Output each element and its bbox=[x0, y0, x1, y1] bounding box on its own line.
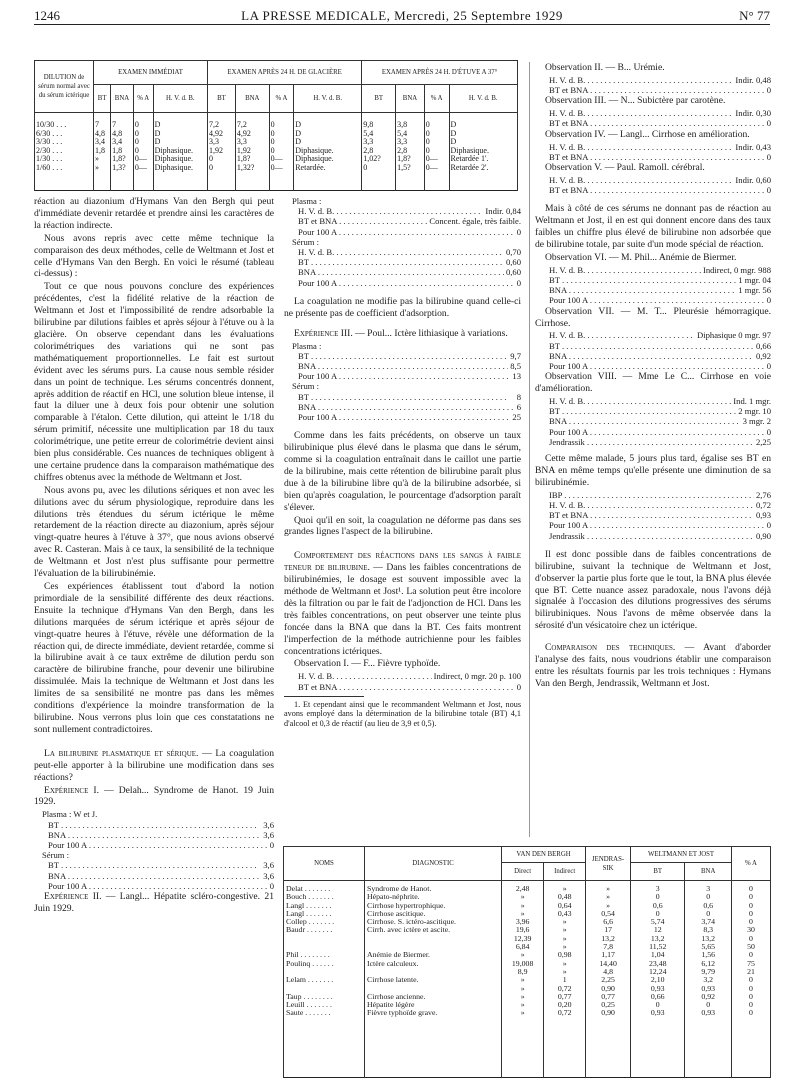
journal-title: LA PRESSE MEDICALE, Mercredi, 25 Septembre 1929 bbox=[241, 8, 563, 23]
row-value: 0 bbox=[766, 118, 771, 129]
list-row bbox=[549, 330, 771, 340]
row-key: H. V. d. B. . . . bbox=[549, 396, 731, 406]
list-row bbox=[549, 152, 771, 162]
row-key: BT . . . bbox=[549, 406, 736, 416]
list-row bbox=[298, 267, 521, 277]
row-value: 0 bbox=[516, 277, 521, 288]
list-row bbox=[298, 216, 521, 226]
list-row bbox=[298, 247, 521, 257]
cell-column: 9,8 5,4 3,3 2,8 1,02? 0 bbox=[362, 113, 396, 191]
row-value: 0 bbox=[269, 880, 274, 891]
experiment-label: Expérience II. bbox=[44, 890, 102, 902]
column-middle bbox=[284, 196, 521, 841]
column-left bbox=[34, 196, 274, 1076]
column-divider bbox=[529, 62, 530, 837]
row-key: H. V. d. B. . . . bbox=[298, 247, 504, 257]
row-key: Pour 100 A . . . bbox=[549, 361, 765, 371]
th-hvdb: H. V. d. B. bbox=[153, 85, 207, 113]
row-key: Pour 100 A . . . bbox=[549, 427, 765, 437]
row-value: 13 bbox=[512, 371, 521, 382]
row-value: Concent. égale, très faible. bbox=[429, 216, 521, 227]
experiment-heading bbox=[284, 328, 521, 340]
th-bt: BT bbox=[362, 85, 396, 113]
row-value: 3,6 bbox=[263, 829, 274, 840]
row-value: 25 bbox=[512, 411, 521, 422]
row-value: 0,72 bbox=[755, 499, 771, 510]
list-row bbox=[298, 227, 521, 237]
list-row bbox=[549, 142, 771, 152]
section-heading bbox=[34, 748, 274, 784]
list-row bbox=[549, 406, 771, 416]
observation-heading: Observation VII. — M. T... Pleurésie hémorragique. Cirrhose. bbox=[535, 305, 771, 329]
section-heading bbox=[284, 550, 521, 657]
list-row bbox=[549, 396, 771, 406]
th-glaciere: EXAMEN APRÈS 24 H. DE GLACIÈRE bbox=[208, 61, 362, 85]
row-key: H. V. d. B. . . . bbox=[298, 206, 483, 216]
row-key: BNA . . . bbox=[298, 267, 504, 277]
row-value: 0 bbox=[766, 151, 771, 162]
list-row bbox=[298, 257, 521, 267]
jendrassik-column: » » » 0,54 6,6 17 13,2 7,8 1,17 14,40 4,8 2,25 0,90 0,77 0,25 0,90 bbox=[586, 881, 631, 1078]
paragraph: Cette même malade, 5 jours plus tard, égalise ses BT en BNA en même temps qu'elle présente une diminution de sa bilirubinémie. bbox=[535, 453, 771, 488]
row-key: Pour 100 A . . . bbox=[298, 278, 515, 288]
list-row bbox=[549, 75, 771, 85]
list-row bbox=[549, 520, 771, 530]
list-subtitle: Plasma : bbox=[292, 340, 322, 351]
cell-column: 0 0 0 0 0— 0— bbox=[424, 113, 449, 191]
row-value: 0,92 bbox=[755, 350, 771, 361]
th-bna: BNA bbox=[685, 863, 732, 881]
list-row bbox=[298, 206, 521, 216]
section-heading bbox=[535, 642, 771, 690]
row-key: IBP . . . bbox=[549, 490, 754, 500]
dilution-values: 10/30 . . . 6/30 . . . 3/30 . . . 2/30 . . . 1/30 . . . 1/60 . . . bbox=[35, 113, 94, 191]
th-pa: % A bbox=[424, 85, 449, 113]
list-row bbox=[549, 351, 771, 361]
dilution-table bbox=[34, 60, 518, 191]
data-list bbox=[549, 265, 771, 306]
paragraph: La coagulation ne modifie pas la bilirubine quand celle-ci ne présente pas de coefficient d'adsorption. bbox=[284, 295, 521, 319]
paragraph: Nous avons repris avec cette même technique la comparaison des deux méthodes, celle de Weltmann et Jost et celle d'Hymans Van den Bergh. En voici le résumé (tableau ci-dessus) : bbox=[34, 232, 274, 280]
list-row bbox=[549, 490, 771, 500]
th-noms: NOMS bbox=[284, 847, 365, 881]
row-key: Pour 100 A . . . bbox=[48, 840, 268, 850]
experiment-text: — Delah... Syndrome de Hanot. 19 Juin 1929. bbox=[34, 784, 274, 808]
row-key: BT et BNA . . . bbox=[549, 185, 765, 195]
row-key: BT et BNA . . . bbox=[549, 85, 765, 95]
th-bna: BNA bbox=[235, 85, 269, 113]
experiment-label: Expérience III. bbox=[294, 327, 353, 339]
paragraph: Comme dans les faits précédents, on observe un taux bilirubinique plus élevé dans le plasma que dans le sérum, comme si la coagulation entraînait dans le caillot une partie de la bilirubine, mais cette rétention de bilirubine paraît plus due à de la bilirubine libre qu'à de la bilirubine adsorbée, si bien qu'après coagulation, le pourcentage d'adsorption paraît s'élever. bbox=[284, 430, 521, 513]
row-key: BT . . . bbox=[549, 275, 736, 285]
footnote: 1. Et cependant ainsi que le recommandent Weltmann et Jost, nous avons employé dans la détermination de la bilirubine totale (BT) 4,1 d'alcool et 0,3 de réactif (au lieu de 3,9 et 0,5). bbox=[284, 699, 521, 728]
row-value: Ind. 1 mgr. bbox=[733, 396, 771, 407]
row-value: 9,7 bbox=[510, 350, 521, 361]
observation-heading: Observation V. — Paul. Ramoll. cérébral. bbox=[545, 161, 705, 173]
observation-heading: Observation I. — F... Fièvre typhoïde. bbox=[294, 658, 441, 670]
paragraph: Tout ce que nous pouvons conclure des expériences précédentes, c'est la fidélité relative de la réaction de Weltmann et Jost et l'impossibilité de rendre adsorbable la bilirubine par dilutions faibles et après séjour à l'étuve ou à la glacière. On observe cependant dans les évaluations colorimétriques des variations qui ne sont pas mathématiquement proportionnelles. Le fait est surtout évident avec les sérums purs. La cause nous semble résider dans un point de technique. Les sérums concentrés donnent, après addition de réactif en HCl, une solution bleue intense, il faut la diluer une à deux fois pour obtenir une solution comparable à l'étalon. Cette dilution, qui atteint le 1/18 du sérum primitif, nécessite une multiplication par 18 du taux colorimétrique, une petite erreur de colorimétrie devient ainsi bien plus considérable. Ces nuances de techniques obligent à une certaine prudence dans la comparaison mathématique des chiffres obtenus avec la méthode de Weltmann et Jost. bbox=[34, 281, 274, 483]
row-key: Jendrassik . . . bbox=[549, 437, 754, 447]
footnote-rule bbox=[284, 696, 364, 697]
data-list bbox=[549, 142, 771, 162]
data-list bbox=[549, 330, 771, 371]
observation-heading: Observation II. — B... Urémie. bbox=[545, 62, 665, 73]
list-row bbox=[549, 118, 771, 128]
row-key: BNA . . . bbox=[549, 285, 736, 295]
row-value: 8,5 bbox=[510, 360, 521, 371]
th-vdb: VAN DEN BERGH bbox=[502, 847, 586, 863]
pa-column: 0 0 0 0 0 30 0 50 0 75 21 0 0 0 0 0 bbox=[732, 881, 771, 1078]
list-row bbox=[549, 185, 771, 195]
th-etuve: EXAMEN APRÈS 24 H. D'ÉTUVE A 37° bbox=[362, 61, 518, 85]
list-row bbox=[48, 871, 274, 881]
th-hvdb: H. V. d. B. bbox=[449, 85, 517, 113]
list-subtitle: Sérum : bbox=[292, 236, 319, 247]
cell-column: D D D Diphasique. Diphasique. Diphasique. bbox=[153, 113, 207, 191]
row-value: 0 bbox=[766, 85, 771, 96]
data-list bbox=[292, 340, 521, 423]
row-value: Indir. 0,84 bbox=[485, 206, 521, 217]
row-key: Pour 100 A . . . bbox=[298, 371, 510, 381]
row-value: 0 bbox=[269, 839, 274, 850]
list-row bbox=[549, 295, 771, 305]
row-key: BT . . . bbox=[48, 820, 261, 830]
section-title: Comportement des réactions dans les sangs à faible teneur de bilirubine. bbox=[284, 550, 521, 574]
list-row bbox=[549, 361, 771, 371]
th-jendrassik: JENDRAS-SIK bbox=[586, 847, 631, 881]
cell-column: D D D Diphasique. Retardée 1'. Retardée 2'. bbox=[449, 113, 517, 191]
data-list bbox=[549, 396, 771, 447]
data-list bbox=[549, 108, 771, 128]
row-value: 1 mgr. 04 bbox=[738, 274, 771, 285]
list-row bbox=[549, 265, 771, 275]
section-text: — Dans les faibles concentrations de bilirubinémies, le dosage est souvent impossible avec la méthode de Weltmann et Jost¹. La solution peut être incolore dès la filtration ou par le fait de l'adjonction de HCl. Dans les très faibles concentrations, on peut observer une teinte plus foncée dans la BNA que dans la BT. Ces faits montrent l'imperfection de la méthode autrichienne pour les faibles concentrations ictériques. bbox=[284, 562, 521, 657]
list-row bbox=[48, 830, 274, 840]
data-list bbox=[549, 75, 771, 95]
row-key: BT . . . bbox=[298, 392, 515, 402]
cell-column: 0 0 0 0 0— 0— bbox=[269, 113, 294, 191]
section-text: — La coagulation peut-elle apporter à la bilirubine une modification dans ses réactions? bbox=[34, 747, 274, 783]
data-list bbox=[42, 809, 274, 891]
list-row bbox=[549, 416, 771, 426]
row-key: H. V. d. B. . . . bbox=[549, 142, 733, 152]
row-key: Pour 100 A . . . bbox=[298, 412, 510, 422]
row-key: BT . . . bbox=[48, 860, 261, 870]
row-value: 0,66 bbox=[755, 340, 771, 351]
section-text: — Avant d'aborder l'analyse des faits, nous voudrions établir une comparaison entre les résultats fournis par les trois techniques : Hymans Van den Bergh, Jendrassik, Weltmann et Jost. bbox=[535, 642, 771, 689]
cell-column: 3,8 5,4 3,3 2,8 1,8? 1,5? bbox=[396, 113, 425, 191]
paragraph: Ces expériences établissent tout d'abord la notion primordiale de la sensibilité différente des deux réactions. Ensuite la technique d'Hymans Van den Bergh, dans les dilutions marquées de sérum ictérique et après séjour de vingt-quatre heures à l'étuve, révèle une déformation de la réaction qui, de directe immédiate, devient retardée, comme si la bilirubine avait à ce taux extrême de dilution perdu son caractère de bilirubine franche, pour devenir une bilirubine dissimulée. Mais la technique de Weltmann et Jost dans les limites de sa sensibilité ne montre pas dans les mêmes conditions d'expérience la moindre transformation de la bilirubine. Nous verrons plus loin que ces constatations ne sont nullement contradictoires. bbox=[34, 581, 274, 735]
list-row bbox=[298, 361, 521, 371]
list-row bbox=[298, 412, 521, 422]
paragraph: réaction au diazonium d'Hymans Van den Bergh qui peut d'immédiate devenir retardée et prendre ainsi les caractères de la réaction indirecte. bbox=[34, 196, 274, 231]
row-key: BNA . . . bbox=[48, 871, 261, 881]
row-key: H. V. d. B. . . . bbox=[549, 330, 695, 340]
row-value: 0,93 bbox=[755, 510, 771, 521]
row-value: 0,60 bbox=[505, 257, 521, 268]
th-bna: BNA bbox=[111, 85, 134, 113]
list-row bbox=[48, 881, 274, 891]
list-row bbox=[298, 402, 521, 412]
row-value: 0 bbox=[516, 681, 521, 692]
cell-column: 7,2 4,92 3,3 1,92 1,8? 1,32? bbox=[235, 113, 269, 191]
experiment-text: — Poul... Ictère lithiasique à variations. bbox=[352, 327, 508, 339]
row-key: H. V. d. B. . . . bbox=[549, 265, 701, 275]
observation-heading: Observation III. — N... Subictère par carotène. bbox=[545, 95, 726, 107]
data-list bbox=[549, 490, 771, 541]
observation-heading: Observation VIII. — Mme Le C... Cirrhose en voie d'amélioration. bbox=[535, 371, 771, 395]
row-value: Indirect, 0 mgr. 20 p. 100 bbox=[433, 671, 521, 682]
th-bt: BT bbox=[631, 863, 685, 881]
row-key: BT . . . bbox=[549, 341, 754, 351]
row-value: 3 mgr. 2 bbox=[742, 416, 771, 427]
observation-heading: Observation VI. — M. Phil... Anémie de Biermer. bbox=[545, 251, 737, 263]
row-key: BNA . . . bbox=[298, 402, 515, 412]
row-key: Pour 100 A . . . bbox=[549, 520, 765, 530]
row-value: 0 bbox=[766, 361, 771, 372]
row-key: H. V. d. B. . . . bbox=[549, 500, 754, 510]
row-value: 0 bbox=[766, 295, 771, 306]
experiment-text: — Langl... Hépatite scléro-congestive. 21 Juin 1929. bbox=[34, 890, 274, 914]
row-value: 3,6 bbox=[263, 819, 274, 830]
row-value: 0 bbox=[766, 520, 771, 531]
list-row bbox=[48, 860, 274, 870]
experiment-heading bbox=[34, 785, 274, 809]
row-key: BT et BNA . . . bbox=[549, 152, 765, 162]
row-key: BNA . . . bbox=[549, 351, 754, 361]
row-key: Jendrassik . . . bbox=[549, 531, 754, 541]
row-key: H. V. d. B. . . . bbox=[298, 671, 432, 681]
th-direct: Direct bbox=[502, 863, 544, 881]
th-hvdb: H. V. d. B. bbox=[294, 85, 362, 113]
th-bna: BNA bbox=[396, 85, 425, 113]
row-key: BT . . . bbox=[298, 351, 508, 361]
list-row bbox=[298, 371, 521, 381]
row-value: 6 bbox=[516, 401, 521, 412]
list-row bbox=[549, 427, 771, 437]
row-value: 0,90 bbox=[755, 530, 771, 541]
list-row bbox=[549, 500, 771, 510]
row-key: BT et BNA . . . bbox=[298, 216, 427, 226]
paragraph: Quoi qu'il en soit, la coagulation ne déforme pas dans ses grandes lignes l'aspect de la bilirubine. bbox=[284, 514, 521, 538]
list-subtitle: Sérum : bbox=[42, 850, 69, 861]
cell-column: 7 4,8 3,4 1,8 1,8? 1,3? bbox=[111, 113, 134, 191]
experiment-heading bbox=[34, 891, 274, 915]
list-row bbox=[549, 108, 771, 118]
list-row bbox=[549, 341, 771, 351]
th-wj: WELTMANN ET JOST bbox=[631, 847, 732, 863]
cell-column: 0 0 0 0 0— 0— bbox=[133, 113, 153, 191]
row-value: Indir. 0,48 bbox=[735, 74, 771, 85]
list-subtitle: Sérum : bbox=[292, 381, 319, 392]
row-key: BT et BNA . . . bbox=[298, 682, 515, 692]
row-key: BT et BNA . . . bbox=[549, 118, 765, 128]
row-value: 0,60 bbox=[505, 267, 521, 278]
row-key: BNA . . . bbox=[48, 830, 261, 840]
list-subtitle: Plasma : W et J. bbox=[42, 809, 98, 820]
th-indirect: Indirect bbox=[544, 863, 586, 881]
row-key: BT et BNA . . . bbox=[549, 510, 754, 520]
direct-column: 2,48 » » » 3,96 19,6 12,39 6,84 » 19,008 8,9 » » » » » bbox=[502, 881, 544, 1078]
bt-column: 3 0 0,6 0 5,74 12 13,2 11,52 1,04 23,48 12,24 2,10 0,93 0,66 0 0,93 bbox=[631, 881, 685, 1078]
list-row bbox=[298, 278, 521, 288]
row-value: 2,76 bbox=[755, 489, 771, 500]
th-pa: % A bbox=[133, 85, 153, 113]
row-value: Indir. 0,43 bbox=[735, 141, 771, 152]
row-key: BNA . . . bbox=[549, 416, 741, 426]
th-diagnostic: DIAGNOSTIC bbox=[365, 847, 502, 881]
section-title: Comparaison des techniques. bbox=[545, 642, 676, 654]
row-key: H. V. d. B. . . . bbox=[549, 108, 733, 118]
list-row bbox=[549, 437, 771, 447]
issue-number: N° 77 bbox=[739, 8, 770, 23]
section-title: La bilirubine plasmatique et sérique. bbox=[44, 747, 199, 759]
row-value: 1 mgr. 56 bbox=[738, 285, 771, 296]
row-value: 3,6 bbox=[263, 870, 274, 881]
list-row bbox=[549, 175, 771, 185]
list-row bbox=[48, 840, 274, 850]
th-bt: BT bbox=[208, 85, 236, 113]
list-row bbox=[549, 510, 771, 520]
data-list bbox=[292, 196, 521, 288]
names-column: Delat . . . . . . . Bouch . . . . . . . Langl . . . . . . . Langl . . . . . . . Collep . . . . . . . Baudr . . . . . . . Phil . . . . . . . . Poulinq . . . . . . Lelam . . . . . . . Taup . . . . . . . . Leuill . . . . . . . Saute . . . . . . . bbox=[284, 881, 365, 1078]
experiment-label: Expérience I. bbox=[44, 784, 100, 796]
bna-column: 3 0 0,6 0 3,74 8,3 13,2 5,65 1,56 6,12 9,79 3,2 0,93 0,92 0 0,93 bbox=[685, 881, 732, 1078]
cell-column: 7,2 4,92 3,3 1,92 0 0 bbox=[208, 113, 236, 191]
cell-column: 7 4,8 3,4 1,8 » » bbox=[94, 113, 111, 191]
paragraph: Il est donc possible dans de faibles concentrations de bilirubine, suivant la technique de Weltmann et Jost, d'observer la partie plus forte que le tout, la BNA plus élevée que BT. Cette nuance assez paradoxale, nous l'avons déjà signalée à l'occasion des dilutions progressives des sérums bilirubiniques. Nous l'avons de même observée dans la sérosité d'un vésicatoire chez un ictérique. bbox=[535, 548, 771, 632]
data-list bbox=[549, 175, 771, 195]
indirect-column: » 0,48 0,64 0,43 » » » » 0,98 » » 1 0,72 0,77 0,20 0,72 bbox=[544, 881, 586, 1078]
list-row bbox=[549, 275, 771, 285]
row-value: Indir. 0,60 bbox=[735, 174, 771, 185]
paragraph: Mais à côté de ces sérums ne donnant pas de réaction au Weltmann et Jost, il en est qui donnent encore dans des taux faibles un chiffre plus élevé de bilirubine non adsorbée que de bilirubine totale, par suite d'un mode spécial de réaction. bbox=[535, 203, 771, 250]
row-value: Indirect, 0 mgr. 988 bbox=[702, 264, 771, 275]
row-value: 2 mgr. 10 bbox=[738, 406, 771, 417]
row-value: 0,70 bbox=[505, 247, 521, 258]
list-row bbox=[298, 351, 521, 361]
list-subtitle: Plasma : bbox=[292, 196, 322, 206]
row-value: 0 bbox=[516, 226, 521, 237]
row-value: Diphasique 0 mgr. 97 bbox=[697, 330, 771, 341]
data-list bbox=[298, 671, 521, 691]
row-value: 0 bbox=[766, 426, 771, 437]
row-key: BT . . . bbox=[298, 257, 504, 267]
th-bt: BT bbox=[94, 85, 111, 113]
list-row bbox=[298, 671, 521, 681]
paragraph: Nous avons pu, avec les dilutions sériques et non avec les dilutions avec du sérum physiologique, reproduire dans les dilutions très étendues du sérum ictérique le même retardement de la réaction directe au diazonium, après séjour vingt-quatre heures à l'étuve à 37°, que nous avions observé avec R. Casteran. Mais à ce taux, la sensibilité de la technique de Weltmann et Jost n'est plus suffisante pour permettre l'évaluation de la bilirubinémie. bbox=[34, 484, 274, 580]
comparison-table bbox=[283, 846, 771, 1078]
row-key: BNA . . . bbox=[298, 361, 508, 371]
row-value: 3,6 bbox=[263, 860, 274, 871]
row-value: 8 bbox=[516, 391, 521, 402]
th-dilution: DILUTION de sérum normal avec du sérum ictérique bbox=[35, 61, 94, 113]
list-row bbox=[298, 682, 521, 692]
page-header bbox=[34, 8, 770, 25]
list-row bbox=[549, 285, 771, 295]
row-key: Pour 100 A . . . bbox=[48, 881, 268, 891]
column-right bbox=[535, 62, 771, 840]
observation-heading: Observation IV. — Langl... Cirrhose en amélioration. bbox=[545, 128, 750, 140]
row-value: 2,25 bbox=[755, 436, 771, 447]
row-value: Indir. 0,30 bbox=[735, 108, 771, 119]
row-value: 0 bbox=[766, 185, 771, 196]
row-key: H. V. d. B. . . . bbox=[549, 175, 733, 185]
th-immediate: EXAMEN IMMÉDIAT bbox=[94, 61, 208, 85]
row-key: H. V. d. B. . . . bbox=[549, 75, 733, 85]
list-row bbox=[48, 820, 274, 830]
diagnostic-column: Syndrome de Hanot. Hépato-néphrite. Cirrhose hypertrophique. Cirrhose ascitique. Cirrhose. S. ictéro-ascitique. Cirrh. avec ictère et ascite. Anémie de Biermer. Ictère calculeux. Cirrhose latente. Cirrhose ancienne. Hépatite légère Fièvre typhoïde grave. bbox=[365, 881, 502, 1078]
row-key: Pour 100 A . . . bbox=[549, 295, 765, 305]
list-row bbox=[549, 85, 771, 95]
th-pa: % A bbox=[732, 847, 771, 881]
cell-column: D D D Diphasique. Diphasique. Retardée. bbox=[294, 113, 362, 191]
th-pa: % A bbox=[269, 85, 294, 113]
list-row bbox=[549, 531, 771, 541]
list-row bbox=[298, 392, 521, 402]
row-key: Pour 100 A . . . bbox=[298, 227, 515, 237]
page-number: 1246 bbox=[34, 8, 60, 23]
